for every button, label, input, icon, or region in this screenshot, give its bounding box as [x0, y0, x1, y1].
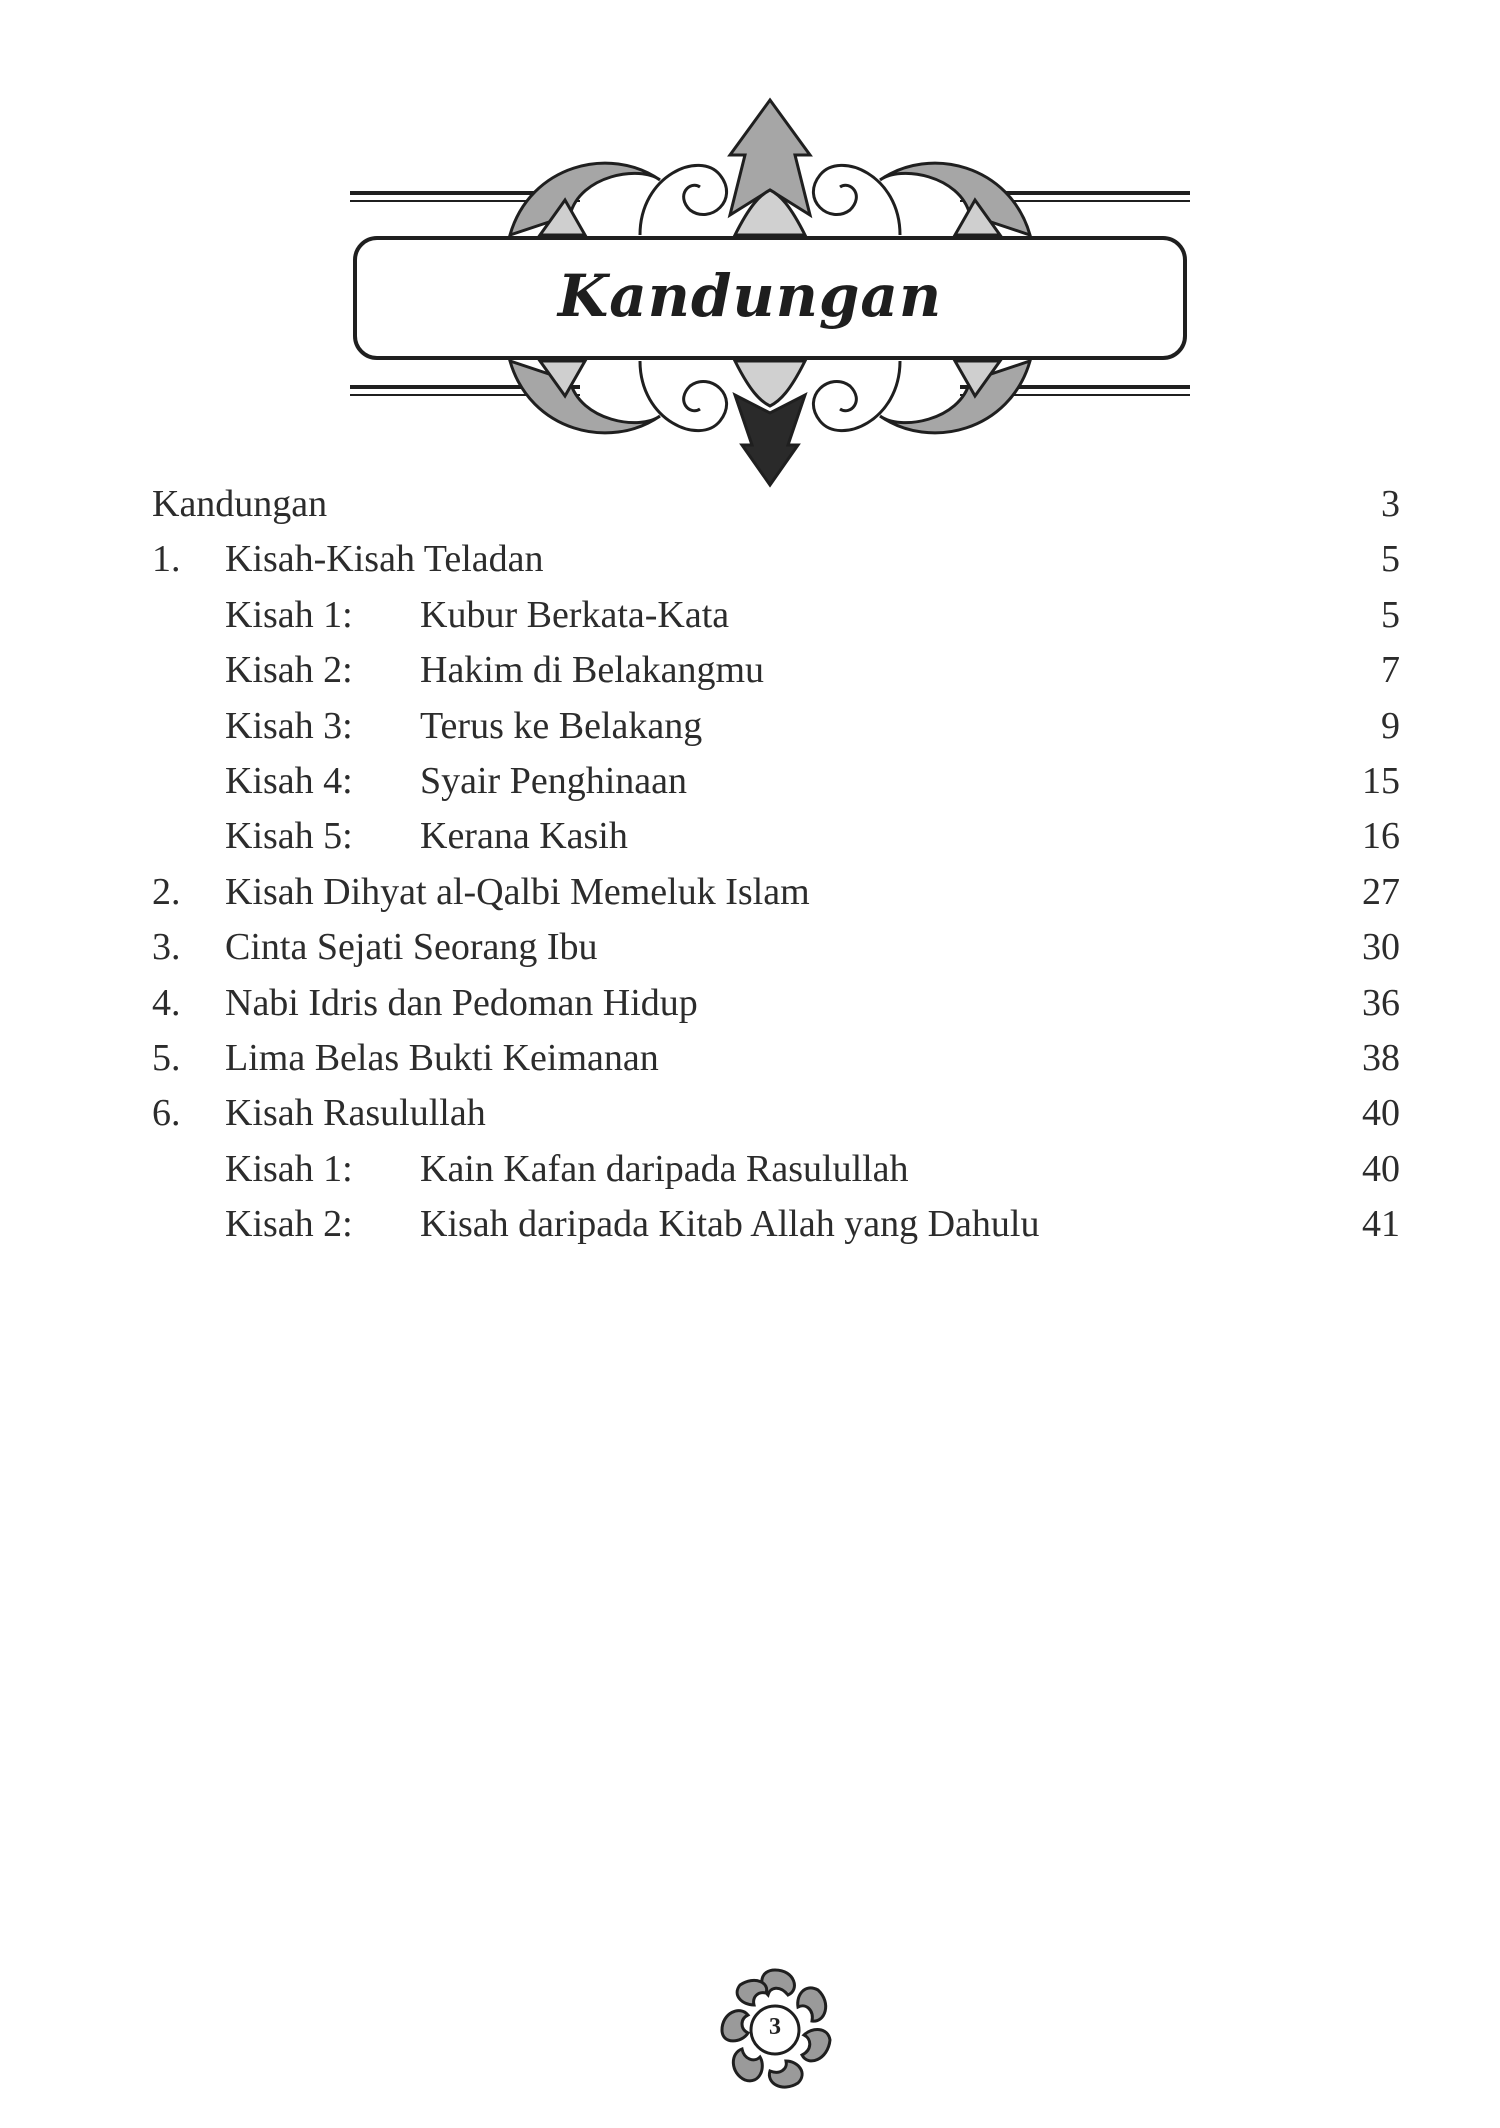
toc-entry-prefix: Kisah 1:: [225, 593, 353, 636]
toc-entry-title: Kisah Dihyat al-Qalbi Memeluk Islam: [225, 870, 810, 913]
toc-entry-page: 41: [1362, 1203, 1400, 1246]
toc-entry: [0, 973, 1500, 1033]
toc-entry: [0, 862, 1500, 922]
toc-entry-number: 5.: [152, 1037, 181, 1079]
toc-entry-title: Kain Kafan daripada Rasulullah: [420, 1147, 909, 1190]
toc-entry-title: Nabi Idris dan Pedoman Hidup: [225, 981, 698, 1024]
toc-entry: [0, 1083, 1500, 1143]
toc-entry-prefix: Kisah 3:: [225, 704, 353, 747]
toc-entry: [0, 585, 1500, 645]
toc-entry-title: Kerana Kasih: [420, 815, 628, 858]
toc-entry-page: 40: [1362, 1092, 1400, 1135]
toc-entry-title: Lima Belas Bukti Keimanan: [225, 1037, 659, 1079]
toc-entry-title: Kisah-Kisah Teladan: [225, 538, 544, 581]
toc-entry-title: Kisah Rasulullah: [225, 1092, 486, 1135]
toc-entry: [0, 806, 1500, 866]
toc-entry-page: 38: [1362, 1037, 1400, 1079]
toc-entry-page: 40: [1362, 1147, 1400, 1190]
toc-entry-prefix: Kisah 2:: [225, 1203, 353, 1246]
toc-entry-number: 2.: [152, 870, 181, 913]
toc-entry-page: 30: [1362, 926, 1400, 969]
toc-entry-title: Kandungan: [152, 483, 328, 525]
toc-entry-title: Syair Penghinaan: [420, 760, 688, 802]
toc-entry: [0, 1028, 1500, 1088]
toc-entry-prefix: Kisah 2:: [225, 649, 353, 692]
toc-entry-number: 3.: [152, 926, 181, 969]
toc-entry-page: 7: [1381, 649, 1400, 692]
toc-entry: [0, 917, 1500, 977]
toc-entry: [0, 751, 1500, 811]
toc-entry: [0, 474, 1500, 534]
toc-entry-number: 6.: [152, 1092, 181, 1135]
toc-entry-title: Terus ke Belakang: [420, 704, 703, 747]
toc-entry: [0, 529, 1500, 589]
toc-entry-page: 27: [1362, 870, 1400, 913]
page-title: Kandungan: [557, 262, 943, 330]
toc-entry-page: 5: [1381, 593, 1400, 636]
toc-entry-page: 16: [1362, 815, 1400, 858]
toc-entry: [0, 1194, 1500, 1254]
toc-entry-title: Kisah daripada Kitab Allah yang Dahulu: [420, 1203, 1040, 1246]
toc-entry: [0, 640, 1500, 700]
toc-entry-page: 9: [1381, 704, 1400, 747]
toc-entry-page: 36: [1362, 981, 1400, 1024]
toc-entry-page: 5: [1381, 538, 1400, 581]
toc-entry: [0, 1139, 1500, 1199]
toc-entry-title: Hakim di Belakangmu: [420, 649, 765, 692]
toc-entry-prefix: Kisah 5:: [225, 815, 353, 858]
toc-entry-title: Cinta Sejati Seorang Ibu: [225, 926, 598, 969]
page-number: 3: [769, 2014, 781, 2040]
toc-entry-page: 3: [1381, 483, 1400, 525]
toc-entry-title: Kubur Berkata-Kata: [420, 593, 730, 636]
toc-entry-number: 4.: [152, 981, 181, 1024]
toc-entry-prefix: Kisah 1:: [225, 1147, 353, 1190]
toc-entry-number: 1.: [152, 538, 181, 581]
toc-entry-prefix: Kisah 4:: [225, 760, 353, 802]
toc-entry: [0, 696, 1500, 756]
toc-entry-page: 15: [1362, 760, 1400, 802]
